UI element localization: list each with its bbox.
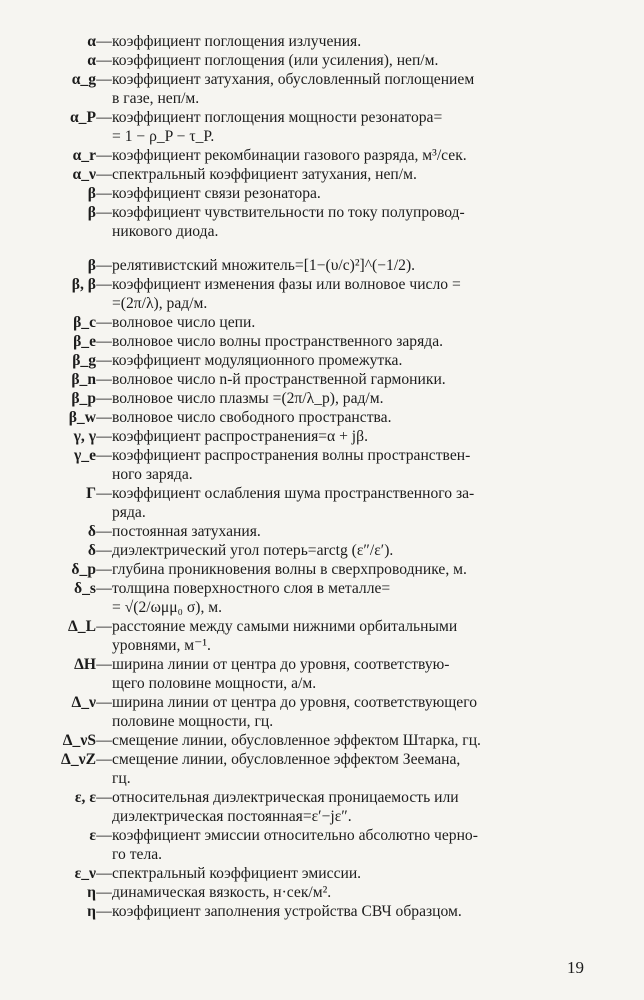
description-line: волновое число цепи.	[112, 314, 256, 331]
description-line: коэффициент рекомбинации газового разряда, м³/сек.	[112, 147, 467, 164]
description-line: гц.	[112, 770, 131, 787]
description-line: коэффициент распространения волны пространствен-	[112, 447, 471, 464]
list-item: β — коэффициент связи резонатора.	[0, 184, 644, 203]
list-item: ΔH — ширина линии от центра до уровня, соответствую- щего половине мощности, а/м.	[0, 655, 644, 693]
description-line: коэффициент поглощения излучения.	[112, 33, 362, 50]
description-line: коэффициент связи резонатора.	[112, 185, 321, 202]
description-line: никового диода.	[112, 223, 219, 240]
list-item: Δ_L — расстояние между самыми нижними орбитальными уровнями, м⁻¹.	[0, 617, 644, 655]
symbol: δ_s	[74, 580, 96, 597]
symbol: Δ_L	[68, 618, 96, 635]
description-line: коэффициент ослабления шума пространственного за-	[112, 485, 475, 502]
notation-list	[0, 32, 644, 921]
symbol: ΔH	[74, 656, 96, 673]
list-item: ε — коэффициент эмиссии относительно абсолютно черно- го тела.	[0, 826, 644, 864]
description-line: коэффициент поглощения мощности резонатора=	[112, 109, 443, 126]
symbol: Δ_νZ	[61, 751, 96, 768]
symbol: β	[87, 204, 96, 221]
list-item: η — динамическая вязкость, н·сек/м².	[0, 883, 644, 902]
list-item: β — релятивистский множитель=[1−(υ/c)²]^(−1/2).	[0, 256, 644, 275]
list-item: α_ν — спектральный коэффициент затухания, неп/м.	[0, 165, 644, 184]
list-item: ε_ν — спектральный коэффициент эмиссии.	[0, 864, 644, 883]
list-item: ε, ε — относительная диэлектрическая проницаемость или диэлектрическая постоянная=ε′−jε″.	[0, 788, 644, 826]
list-item: β — коэффициент чувствительности по току полупровод- никового диода.	[0, 203, 644, 241]
description-line: = 1 − ρ_P − τ_P.	[112, 128, 215, 145]
description-line: постоянная затухания.	[112, 523, 261, 540]
description-line: коэффициент поглощения (или усиления), неп/м.	[112, 52, 439, 69]
description-line: половине мощности, гц.	[112, 713, 274, 730]
description-line: волновое число плазмы =(2π/λ_p), рад/м.	[112, 390, 384, 407]
description-line: = √(2/ωμμ₀ σ), м.	[112, 599, 223, 616]
symbol: η	[87, 884, 96, 901]
symbol: δ	[87, 542, 96, 559]
description-line: коэффициент распространения=α + jβ.	[112, 428, 368, 445]
description-line: ряда.	[112, 504, 146, 521]
symbol: η	[87, 903, 96, 920]
list-item: α_g — коэффициент затухания, обусловленный поглощением в газе, неп/м.	[0, 70, 644, 108]
list-item: Δ_ν — ширина линии от центра до уровня, соответствующего половине мощности, гц.	[0, 693, 644, 731]
list-item: β_p — волновое число плазмы =(2π/λ_p), рад/м.	[0, 389, 644, 408]
description-line: коэффициент изменения фазы или волновое число =	[112, 276, 461, 293]
symbol: β_n	[71, 371, 96, 388]
symbol: β_g	[72, 352, 96, 369]
symbol: Γ	[86, 485, 96, 502]
symbol: ε, ε	[74, 789, 96, 806]
symbol: α_ν	[72, 166, 96, 183]
symbol: Δ_νS	[62, 732, 96, 749]
description-line: коэффициент затухания, обусловленный поглощением	[112, 71, 475, 88]
description-line: го тела.	[112, 846, 163, 863]
symbol: β_c	[73, 314, 96, 331]
description-line: спектральный коэффициент затухания, неп/м.	[112, 166, 417, 183]
list-item: α — коэффициент поглощения (или усиления), неп/м.	[0, 51, 644, 70]
symbol: ε	[89, 827, 96, 844]
symbol: α_g	[71, 71, 96, 88]
description-line: коэффициент чувствительности по току полупровод-	[112, 204, 465, 221]
description-line: в газе, неп/м.	[112, 90, 200, 107]
list-item: δ_s — толщина поверхностного слоя в металле= = √(2/ωμμ₀ σ), м.	[0, 579, 644, 617]
description-line: коэффициент модуляционного промежутка.	[112, 352, 403, 369]
symbol: ε_ν	[74, 865, 96, 882]
description-line: ширина линии от центра до уровня, соответствую-	[112, 656, 450, 673]
page-number: 19	[567, 958, 584, 977]
description-line: глубина проникновения волны в сверхпроводнике, м.	[112, 561, 467, 578]
symbol: γ, γ	[73, 428, 96, 445]
list-item: Γ — коэффициент ослабления шума пространственного за- ряда.	[0, 484, 644, 522]
description-line: уровнями, м⁻¹.	[112, 637, 211, 654]
list-item: α_r — коэффициент рекомбинации газового разряда, м³/сек.	[0, 146, 644, 165]
description-line: =(2π/λ), рад/м.	[112, 295, 208, 312]
symbol: β_w	[68, 409, 96, 426]
list-item: β_w — волновое число свободного пространства.	[0, 408, 644, 427]
symbol: β_e	[73, 333, 96, 350]
symbol: δ_p	[71, 561, 96, 578]
symbol: α	[87, 52, 96, 69]
symbol: Δ_ν	[71, 694, 96, 711]
description-line: смещение линии, обусловленное эффектом Зеемана,	[112, 751, 461, 768]
symbol: α	[87, 33, 96, 50]
description-line: коэффициент эмиссии относительно абсолютно черно-	[112, 827, 478, 844]
symbol: α_r	[72, 147, 96, 164]
symbol: γ_e	[73, 447, 96, 464]
description-line: релятивистский множитель=[1−(υ/c)²]^(−1/2).	[112, 257, 416, 274]
symbol: α_P	[69, 109, 96, 126]
description-line: смещение линии, обусловленное эффектом Штарка, гц.	[112, 732, 481, 749]
description-line: относительная диэлектрическая проницаемость или	[112, 789, 459, 806]
symbol: β, β	[71, 276, 96, 293]
list-item: Δ_νZ — смещение линии, обусловленное эффектом Зеемана, гц.	[0, 750, 644, 788]
list-item: β_n — волновое число n-й пространственной гармоники.	[0, 370, 644, 389]
description-line: ширина линии от центра до уровня, соответствующего	[112, 694, 478, 711]
description-line: ного заряда.	[112, 466, 193, 483]
description-line: динамическая вязкость, н·сек/м².	[112, 884, 332, 901]
list-item: η — коэффициент заполнения устройства СВЧ образцом.	[0, 902, 644, 921]
description-line: расстояние между самыми нижними орбитальными	[112, 618, 458, 635]
description-line: волновое число свободного пространства.	[112, 409, 392, 426]
list-item: γ, γ — коэффициент распространения=α + jβ.	[0, 427, 644, 446]
description-line: щего половине мощности, а/м.	[112, 675, 317, 692]
list-item: β_c — волновое число цепи.	[0, 313, 644, 332]
symbol: β	[87, 185, 96, 202]
list-item: γ_e — коэффициент распространения волны пространствен- ного заряда.	[0, 446, 644, 484]
list-item: α — коэффициент поглощения излучения.	[0, 32, 644, 51]
symbol: β	[87, 257, 96, 274]
description-line: диэлектрическая постоянная=ε′−jε″.	[112, 808, 352, 825]
symbol: δ	[87, 523, 96, 540]
list-item: δ_p — глубина проникновения волны в сверхпроводнике, м.	[0, 560, 644, 579]
list-item: δ — диэлектрический угол потерь=arctg (ε″/ε′).	[0, 541, 644, 560]
list-item: δ — постоянная затухания.	[0, 522, 644, 541]
list-item: β, β — коэффициент изменения фазы или волновое число = =(2π/λ), рад/м.	[0, 275, 644, 313]
description-line: коэффициент заполнения устройства СВЧ образцом.	[112, 903, 462, 920]
description-line: спектральный коэффициент эмиссии.	[112, 865, 362, 882]
list-item: Δ_νS — смещение линии, обусловленное эффектом Штарка, гц.	[0, 731, 644, 750]
list-item: β_g — коэффициент модуляционного промежутка.	[0, 351, 644, 370]
description-line: волновое число волны пространственного заряда.	[112, 333, 444, 350]
symbol: β_p	[71, 390, 96, 407]
list-item: β_e — волновое число волны пространственного заряда.	[0, 332, 644, 351]
description-line: диэлектрический угол потерь=arctg (ε″/ε′).	[112, 542, 394, 559]
description-line: волновое число n-й пространственной гармоники.	[112, 371, 446, 388]
description-line: толщина поверхностного слоя в металле=	[112, 580, 391, 597]
list-item: α_P — коэффициент поглощения мощности резонатора= = 1 − ρ_P − τ_P.	[0, 108, 644, 146]
